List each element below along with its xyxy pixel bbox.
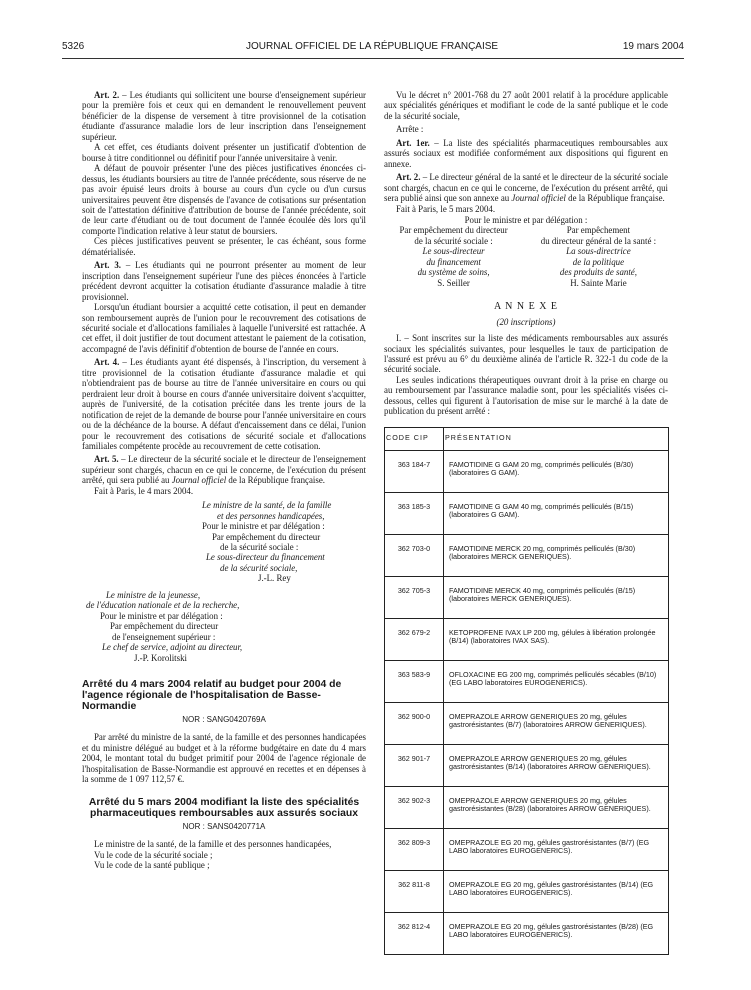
issue-date: 19 mars 2004: [622, 41, 684, 52]
presentation-cell: KETOPROFENE IVAX LP 200 mg, gélules à libération prolongée (B/14) (laboratoires IVAX SAS).: [444, 618, 669, 660]
done-at: Fait à Paris, le 4 mars 2004.: [94, 485, 194, 496]
cip-code-cell: 362 901-7: [385, 744, 444, 786]
table-row: [385, 870, 669, 912]
table-row: [385, 828, 669, 870]
article-5: Art. 5. – Le directeur de la sécurité sociale et le directeur de l'enseignement supérieur sont chargés, chacun en ce qui le concerne, de l'exécution du présent arrêté, qui sera publié au Journal officiel de la République française.: [82, 454, 366, 486]
delegation-line: Pour le ministre et par délégation :: [464, 214, 588, 225]
cip-code-cell: 362 812-4: [385, 912, 444, 954]
paragraph: Les seules indications thérapeutiques ouvrant droit à la prise en charge ou au remboursement par l'assurance maladie sont, pour les spécialités visées ci-dessous, celles qui figurent à l'autorisation de mise sur le marché à la date de publication du présent arrêté :: [384, 374, 668, 417]
article-2: Art. 2. – Le directeur général de la santé et le directeur de la sécurité sociale sont chargés, chacun en ce qui le concerne, de l'exécution du présent arrêté, qui sera publié ainsi que son annexe au Journal officiel de la République française.: [384, 172, 668, 204]
column-header-presentation: PRÉSENTATION: [444, 427, 669, 450]
header-rule: [62, 58, 684, 59]
annexe-subtitle: (20 inscriptions): [496, 316, 556, 327]
left-column: [82, 90, 366, 871]
paragraph: A cet effet, ces étudiants doivent présenter un justificatif d'obtention de bourse à titre conditionnel ou définitif pour l'année universitaire à venir.: [82, 142, 366, 163]
cip-code-cell: 363 184-7: [385, 450, 444, 492]
table-row: [385, 660, 669, 702]
annexe-title: A N N E X E: [493, 301, 559, 313]
table-row: [385, 912, 669, 954]
presentation-cell: OMEPRAZOLE EG 20 mg, gélules gastrorésistantes (B/7) (EG LABO laboratoires EUROGENERICS).: [444, 828, 669, 870]
presentation-cell: FAMOTIDINE MERCK 20 mg, comprimés pelliculés (B/30) (laboratoires MERCK GENERIQUES).: [444, 534, 669, 576]
page-header: [62, 41, 684, 55]
paragraph: Lorsqu'un étudiant boursier a acquitté cette cotisation, il peut en demander son remboursement auprès de l'union pour le recouvrement des cotisations de sécurité sociale et d'allocations familiales à laquelle l'université est rattachée. A cet effet, il doit justifier de tout document attestant le paiement de la cotisation, accompagné de l'avis définitif d'obtention de bourse de l'année en cours.: [82, 302, 366, 354]
paragraph: Vu le décret n° 2001-768 du 27 août 2001 relatif à la procédure applicable aux spécialités génériques et modifiant le code de la santé publique et le code de la sécurité sociale,: [384, 90, 668, 121]
table-body: [385, 450, 669, 954]
journal-title: JOURNAL OFFICIEL DE LA RÉPUBLIQUE FRANÇAISE: [246, 41, 499, 52]
presentation-cell: OMEPRAZOLE EG 20 mg, gélules gastrorésistantes (B/14) (EG LABO laboratoires EUROGENERICS).: [444, 870, 669, 912]
nor-reference: NOR : SANS0420771A: [182, 821, 266, 831]
nor-reference: NOR : SANG0420769A: [182, 715, 266, 725]
paragraph: A défaut de pouvoir présenter l'une des pièces justificatives énoncées ci-dessus, les étudiants boursiers au titre de l'année précédente, sous réserve de ne pas avoir épuisé leurs droits à bourse au cours d'un cycle ou d'un cursus universitaires peuvent être dispensés de l'avance de cotisations sur présentation soit de l'attestation définitive d'attribution de bourse de l'année précédente, soit de leur carte d'étudiant ou de tout document de l'année écoulée dès lors qu'il comporte l'indication relative à leur statut de boursiers.: [82, 163, 366, 236]
cip-code-cell: 362 811-8: [385, 870, 444, 912]
presentation-table: [384, 427, 669, 955]
right-column: [384, 90, 668, 955]
page-number: 5326: [62, 41, 85, 52]
signatory-name: J.-P. Korolitski: [134, 652, 188, 663]
paragraph: Ces pièces justificatives peuvent se présenter, le cas échéant, sous forme dématérialisée.: [82, 236, 366, 257]
cip-code-cell: 363 185-3: [385, 492, 444, 534]
cip-code-cell: 362 703-0: [385, 534, 444, 576]
presentation-cell: FAMOTIDINE G GAM 40 mg, comprimés pelliculés (B/15) (laboratoires G GAM).: [444, 492, 669, 534]
paragraph: Vu le code de la santé publique ;: [94, 860, 210, 871]
presentation-cell: FAMOTIDINE MERCK 40 mg, comprimés pelliculés (B/15) (laboratoires MERCK GENERIQUES).: [444, 576, 669, 618]
paragraph: Vu le code de la sécurité sociale ;: [94, 849, 213, 860]
article-1: Art. 1er. – La liste des spécialités pharmaceutiques remboursables aux assurés sociaux est modifiée conformément aux dispositions qui figurent en annexe.: [384, 137, 668, 169]
presentation-cell: FAMOTIDINE G GAM 20 mg, comprimés pelliculés (B/30) (laboratoires G GAM).: [444, 450, 669, 492]
presentation-cell: OMEPRAZOLE ARROW GENERIQUES 20 mg, gélules gastrorésistantes (B/28) (laboratoires ARROW GENERIQUES).: [444, 786, 669, 828]
cip-code-cell: 362 705-3: [385, 576, 444, 618]
arrete-title: Arrêté du 5 mars 2004 modifiant la liste des spécialités pharmaceutiques remboursables aux assurés sociaux: [88, 796, 360, 819]
arrete-title: Arrêté du 4 mars 2004 relatif au budget pour 2004 de l'agence régionale de l'hospitalisation de Basse-Normandie: [82, 679, 342, 713]
signature-columns: [384, 225, 668, 288]
table-row: [385, 744, 669, 786]
article-4: Art. 4. – Les étudiants ayant été dispensés, à l'inscription, du versement à titre provisionnel de la cotisation étudiante d'assurance maladie et qui n'obtiendraient pas de bourse au titre de l'année universitaire en cours ou qui perdraient leur droit à bourse en cours d'année universitaire doivent s'acquitter, auprès de l'université, de la cotisation précitée dans les trente jours de la notification de rejet de la demande de bourse pour l'année universitaire en cours ou de la déchéance de la bourse. A défaut d'encaissement dans ce délai, l'union pour le recouvrement des cotisations de sécurité sociale et d'allocations familiales compétente procède au recouvrement de cette cotisation.: [82, 357, 367, 451]
table-row: [385, 492, 669, 534]
paragraph: Par arrêté du ministre de la santé, de la famille et des personnes handicapées et du ministre délégué au budget et à la réforme budgétaire en date du 4 mars 2004, le montant total du budget primitif pour 2004 de l'agence régionale de l'hospitalisation de Basse-Normandie est approuvé en recettes et en dépenses à la somme de 1 097 112,57 €.: [82, 732, 366, 785]
signature-block-2: Le ministre de la jeunesse, de l'éducation nationale et de la recherche, Pour le ministre et par délégation : Par empêchement du directeur de l'enseignement supérieur : Le chef de service, adjoint au directeur, J.-P. Korolitski: [82, 590, 366, 663]
article-2: Art. 2. – Les étudiants qui sollicitent une bourse d'enseignement supérieur pour la première fois et ceux qui en demandent le renouvellement peuvent bénéficier de la dispense de versement à titre provisionnel de la cotisation étudiante d'assurance maladie lors de leur inscription dans l'enseignement supérieur.: [82, 90, 366, 142]
presentation-cell: OFLOXACINE EG 200 mg, comprimés pelliculés sécables (B/10) (EG LABO laboratoires EUROGENERICS).: [444, 660, 669, 702]
table-header-row: [385, 427, 669, 450]
presentation-cell: OMEPRAZOLE EG 20 mg, gélules gastrorésistantes (B/28) (EG LABO laboratoires EUROGENERICS).: [444, 912, 669, 954]
column-header-code: CODE CIP: [385, 427, 444, 450]
signatory-name: S. Seiller: [437, 277, 470, 288]
cip-code-cell: 362 679-2: [385, 618, 444, 660]
table-row: [385, 534, 669, 576]
presentation-cell: OMEPRAZOLE ARROW GENERIQUES 20 mg, gélules gastrorésistantes (B/14) (laboratoires ARROW GENERIQUES).: [444, 744, 669, 786]
signatory-name: J.-L. Rey: [258, 573, 291, 584]
arrete-label: Arrête :: [396, 124, 424, 135]
signature-left: Par empêchement du directeur de la sécurité sociale : Le sous-directeur du financement du système de soins, S. Seiller: [384, 225, 523, 288]
signature-block-1: Le ministre de la santé, de la famille et des personnes handicapées, Pour le ministre et par délégation : Par empêchement du directeur de la sécurité sociale : Le sous-directeur du financement de la sécurité sociale, J.-L. Rey: [172, 500, 366, 584]
paragraph: Le ministre de la santé, de la famille et des personnes handicapées,: [94, 839, 332, 850]
presentation-cell: OMEPRAZOLE ARROW GENERIQUES 20 mg, gélules gastrorésistantes (B/7) (laboratoires ARROW GENERIQUES).: [444, 702, 669, 744]
signature-right: Par empêchement du directeur général de la santé : La sous-directrice de la politique des produits de santé, H. Sainte Marie: [529, 225, 668, 288]
paragraph: I. – Sont inscrites sur la liste des médicaments remboursables aux assurés sociaux les spécialités suivantes, pour lesquelles le taux de participation de l'assuré est prévu au 6° du deuxième alinéa de l'article R. 322-1 du code de la sécurité sociale.: [384, 333, 668, 375]
cip-code-cell: 362 900-0: [385, 702, 444, 744]
cip-code-cell: 363 583-9: [385, 660, 444, 702]
table-row: [385, 450, 669, 492]
article-3: Art. 3. – Les étudiants qui ne pourront présenter au moment de leur inscription dans l'enseignement supérieur l'une des pièces énoncées à l'article précédent devront acquitter la cotisation étudiante d'assurance maladie à titre provisionnel.: [82, 260, 366, 302]
table-row: [385, 786, 669, 828]
table-row: [385, 576, 669, 618]
signatory-name: H. Sainte Marie: [570, 277, 627, 288]
table-row: [385, 702, 669, 744]
cip-code-cell: 362 809-3: [385, 828, 444, 870]
cip-code-cell: 362 902-3: [385, 786, 444, 828]
table-row: [385, 618, 669, 660]
done-at: Fait à Paris, le 5 mars 2004.: [396, 203, 496, 214]
